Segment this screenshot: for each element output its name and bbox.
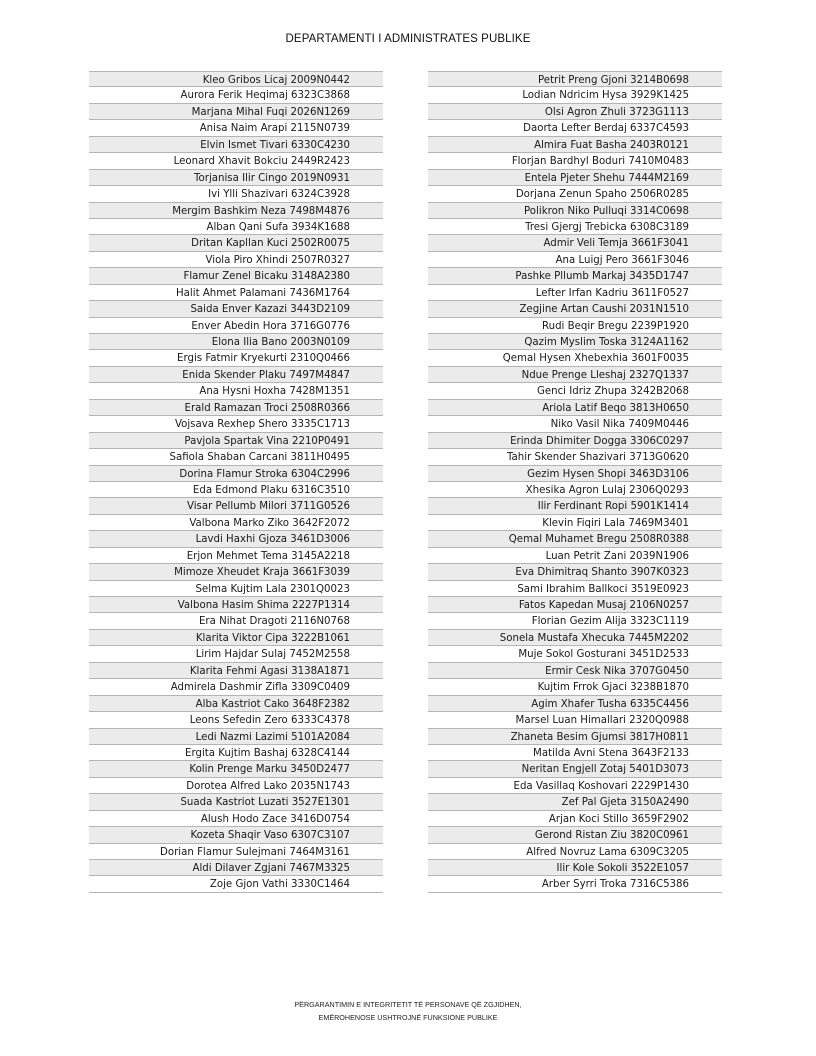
name-row: Ana Luigj Pero 3661F3046 — [428, 252, 722, 268]
name-row: Ledi Nazmi Lazimi 5101A2084 — [89, 729, 383, 745]
name-row: Daorta Lefter Berdaj 6337C4593 — [428, 120, 722, 136]
name-row: Sonela Mustafa Xhecuka 7445M2202 — [428, 630, 722, 646]
name-row: Valbona Hasim Shima 2227P1314 — [89, 597, 383, 613]
name-row: Alush Hodo Zace 3416D0754 — [89, 811, 383, 827]
name-row: Dorian Flamur Sulejmani 7464M3161 — [89, 844, 383, 860]
name-row: Entela Pjeter Shehu 7444M2169 — [428, 170, 722, 186]
name-row: Petrit Preng Gjoni 3214B0698 — [428, 71, 722, 87]
name-row: Erald Ramazan Troci 2508R0366 — [89, 400, 383, 416]
name-row: Marjana Mihal Fuqi 2026N1269 — [89, 104, 383, 120]
name-list-right — [428, 71, 722, 893]
name-row: Zoje Gjon Vathi 3330C1464 — [89, 876, 383, 892]
name-row: Dorotea Alfred Lako 2035N1743 — [89, 778, 383, 794]
name-row: Ivi Ylli Shazivari 6324C3928 — [89, 186, 383, 202]
name-row: Halit Ahmet Palamani 7436M1764 — [89, 285, 383, 301]
name-row: Mimoze Xheudet Kraja 3661F3039 — [89, 564, 383, 580]
name-row: Ilir Ferdinant Ropi 5901K1414 — [428, 498, 722, 514]
name-row: Kleo Gribos Licaj 2009N0442 — [89, 71, 383, 87]
name-row: Qazim Myslim Toska 3124A1162 — [428, 334, 722, 350]
name-row: Selma Kujtim Lala 2301Q0023 — [89, 581, 383, 597]
name-row: Muje Sokol Gosturani 3451D2533 — [428, 646, 722, 662]
name-row: Tahir Skender Shazivari 3713G0620 — [428, 449, 722, 465]
name-row: Klarita Fehmi Agasi 3138A1871 — [89, 663, 383, 679]
name-row: Qemal Hysen Xhebexhia 3601F0035 — [428, 350, 722, 366]
footer — [0, 998, 816, 1024]
name-row: Elona Ilia Bano 2003N0109 — [89, 334, 383, 350]
name-row: Torjanisa Ilir Cingo 2019N0931 — [89, 170, 383, 186]
name-row: Ndue Prenge Lleshaj 2327Q1337 — [428, 367, 722, 383]
name-row: Alban Qani Sufa 3934K1688 — [89, 219, 383, 235]
name-row: Genci Idriz Zhupa 3242B2068 — [428, 383, 722, 399]
footer-line: PËRGARANTIMIN E INTEGRITETIT TË PERSONAVE QË ZGJIDHEN, — [294, 1000, 522, 1009]
name-row: Vojsava Rexhep Shero 3335C1713 — [89, 416, 383, 432]
name-row: Mergim Bashkim Neza 7498M4876 — [89, 203, 383, 219]
name-row: Eva Dhimitraq Shanto 3907K0323 — [428, 564, 722, 580]
name-row: Lefter Irfan Kadriu 3611F0527 — [428, 285, 722, 301]
name-row: Florian Gezim Alija 3323C1119 — [428, 613, 722, 629]
name-row: Tresi Gjergj Trebicka 6308C3189 — [428, 219, 722, 235]
name-row: Zef Pal Gjeta 3150A2490 — [428, 794, 722, 810]
name-row: Eda Vasillaq Koshovari 2229P1430 — [428, 778, 722, 794]
name-row: Lavdi Haxhi Gjoza 3461D3006 — [89, 531, 383, 547]
name-row: Niko Vasil Nika 7409M0446 — [428, 416, 722, 432]
name-row: Enida Skender Plaku 7497M4847 — [89, 367, 383, 383]
name-row: Enver Abedin Hora 3716G0776 — [89, 318, 383, 334]
name-row: Alba Kastriot Cako 3648F2382 — [89, 696, 383, 712]
name-row: Klevin Fiqiri Lala 7469M3401 — [428, 515, 722, 531]
name-row: Neritan Engjell Zotaj 5401D3073 — [428, 761, 722, 777]
name-row: Lodian Ndricim Hysa 3929K1425 — [428, 87, 722, 103]
name-row: Alfred Novruz Lama 6309C3205 — [428, 844, 722, 860]
name-row: Almira Fuat Basha 2403R0121 — [428, 137, 722, 153]
name-row: Admir Veli Temja 3661F3041 — [428, 235, 722, 251]
footer-line: EMËROHENOSE USHTROJNË FUNKSIONE PUBLIKE — [318, 1013, 498, 1022]
name-row: Suada Kastriot Luzati 3527E1301 — [89, 794, 383, 810]
name-row: Marsel Luan Himallari 2320Q0988 — [428, 712, 722, 728]
name-row: Arber Syrri Troka 7316C5386 — [428, 876, 722, 892]
name-row: Leonard Xhavit Bokciu 2449R2423 — [89, 153, 383, 169]
name-row: Ana Hysni Hoxha 7428M1351 — [89, 383, 383, 399]
name-row: Zegjine Artan Caushi 2031N1510 — [428, 301, 722, 317]
name-row: Agim Xhafer Tusha 6335C4456 — [428, 696, 722, 712]
name-list-left — [89, 71, 383, 893]
name-row: Gezim Hysen Shopi 3463D3106 — [428, 466, 722, 482]
name-row: Erinda Dhimiter Dogga 3306C0297 — [428, 433, 722, 449]
name-row: Xhesika Agron Lulaj 2306Q0293 — [428, 482, 722, 498]
name-row: Dorina Flamur Stroka 6304C2996 — [89, 466, 383, 482]
name-row: Dorjana Zenun Spaho 2506R0285 — [428, 186, 722, 202]
name-row: Ermir Cesk Nika 3707G0450 — [428, 663, 722, 679]
name-row: Dritan Kapllan Kuci 2502R0075 — [89, 235, 383, 251]
name-row: Ilir Kole Sokoli 3522E1057 — [428, 860, 722, 876]
name-row: Florjan Bardhyl Boduri 7410M0483 — [428, 153, 722, 169]
name-row: Elvin Ismet Tivari 6330C4230 — [89, 137, 383, 153]
name-row: Arjan Koci Stillo 3659F2902 — [428, 811, 722, 827]
name-row: Valbona Marko Ziko 3642F2072 — [89, 515, 383, 531]
name-row: Aurora Ferik Heqimaj 6323C3868 — [89, 87, 383, 103]
name-row: Matilda Avni Stena 3643F2133 — [428, 745, 722, 761]
name-row: Kujtim Frrok Gjaci 3238B1870 — [428, 679, 722, 695]
name-row: Eda Edmond Plaku 6316C3510 — [89, 482, 383, 498]
name-row: Luan Petrit Zani 2039N1906 — [428, 548, 722, 564]
name-row: Olsi Agron Zhuli 3723G1113 — [428, 104, 722, 120]
name-row: Safiola Shaban Carcani 3811H0495 — [89, 449, 383, 465]
name-row: Fatos Kapedan Musaj 2106N0257 — [428, 597, 722, 613]
name-row: Rudi Beqir Bregu 2239P1920 — [428, 318, 722, 334]
name-row: Qemal Muhamet Bregu 2508R0388 — [428, 531, 722, 547]
name-row: Gerond Ristan Ziu 3820C0961 — [428, 827, 722, 843]
name-row: Visar Pellumb Milori 3711G0526 — [89, 498, 383, 514]
page-title: DEPARTAMENTI I ADMINISTRATES PUBLIKE — [285, 33, 531, 45]
name-row: Lirim Hajdar Sulaj 7452M2558 — [89, 646, 383, 662]
name-row: Pashke Pllumb Markaj 3435D1747 — [428, 268, 722, 284]
name-row: Flamur Zenel Bicaku 3148A2380 — [89, 268, 383, 284]
name-row: Ergis Fatmir Kryekurti 2310Q0466 — [89, 350, 383, 366]
name-row: Saida Enver Kazazi 3443D2109 — [89, 301, 383, 317]
name-row: Zhaneta Besim Gjumsi 3817H0811 — [428, 729, 722, 745]
name-row: Erjon Mehmet Tema 3145A2218 — [89, 548, 383, 564]
name-row: Klarita Viktor Cipa 3222B1061 — [89, 630, 383, 646]
name-row: Viola Piro Xhindi 2507R0327 — [89, 252, 383, 268]
name-row: Aldi Dilaver Zgjani 7467M3325 — [89, 860, 383, 876]
name-row: Kolin Prenge Marku 3450D2477 — [89, 761, 383, 777]
name-row: Leons Sefedin Zero 6333C4378 — [89, 712, 383, 728]
name-row: Ergita Kujtim Bashaj 6328C4144 — [89, 745, 383, 761]
name-row: Sami Ibrahim Ballkoci 3519E0923 — [428, 581, 722, 597]
name-row: Pavjola Spartak Vina 2210P0491 — [89, 433, 383, 449]
name-row: Era Nihat Dragoti 2116N0768 — [89, 613, 383, 629]
name-row: Anisa Naim Arapi 2115N0739 — [89, 120, 383, 136]
name-row: Kozeta Shaqir Vaso 6307C3107 — [89, 827, 383, 843]
name-row: Polikron Niko Pulluqi 3314C0698 — [428, 203, 722, 219]
name-row: Admirela Dashmir Zifla 3309C0409 — [89, 679, 383, 695]
name-row: Ariola Latif Beqo 3813H0650 — [428, 400, 722, 416]
